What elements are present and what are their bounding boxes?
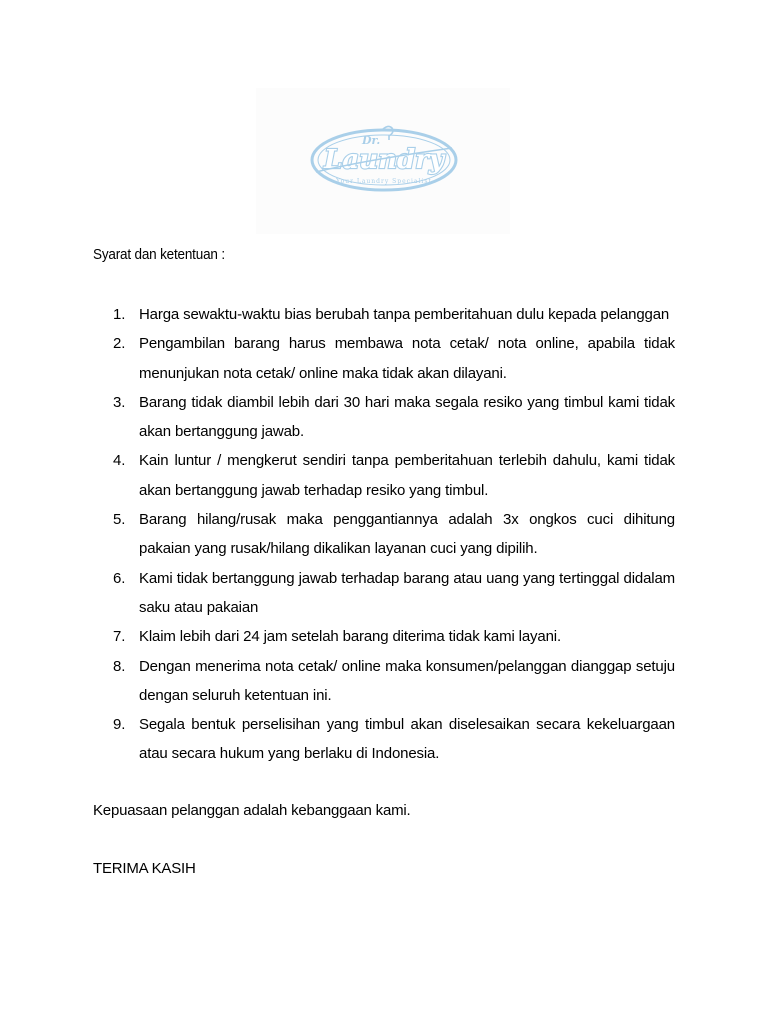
term-number: 6. (113, 569, 126, 587)
term-item-4 (93, 446, 675, 505)
term-text: Pengambilan barang harus membawa nota cetak/ nota online, apabila tidak menunjukan nota cetak/ online maka tidak akan dilayani. (139, 335, 675, 382)
term-item-5 (93, 505, 675, 564)
term-number: 2. (113, 335, 126, 353)
term-number: 7. (113, 628, 126, 646)
thank-you-text: TERIMA KASIH (93, 860, 196, 877)
term-text: Kami tidak bertanggung jawab terhadap barang atau uang yang tertinggal didalam saku atau pakaian (139, 569, 675, 616)
term-text: Segala bentuk perselisihan yang timbul akan diselesaikan secara kekeluargaan atau secara hukum yang berlaku di Indonesia. (139, 716, 675, 763)
term-number: 1. (113, 306, 126, 323)
term-text: Dengan menerima nota cetak/ online maka konsumen/pelanggan dianggap setuju dengan seluruh ketentuan ini. (139, 657, 675, 704)
term-number: 8. (113, 657, 126, 675)
logo-brand-main: Laundry (324, 145, 444, 175)
term-text: Barang hilang/rusak maka penggantiannya adalah 3x ongkos cuci dihitung pakaian yang rusak/hilang dikalikan layanan cuci yang dipilih. (139, 511, 675, 558)
term-text: Kain luntur / mengkerut sendiri tanpa pemberitahuan terlebih dahulu, kami tidak akan bertanggung jawab terhadap resiko yang timbul. (139, 452, 675, 499)
term-item-7 (93, 622, 675, 651)
term-item-2 (93, 329, 675, 388)
term-text: Harga sewaktu-waktu bias berubah tanpa pemberitahuan dulu kepada pelanggan (139, 306, 670, 323)
term-item-8 (93, 652, 675, 711)
term-text: Barang tidak diambil lebih dari 30 hari maka segala resiko yang timbul kami tidak akan bertanggung jawab. (139, 393, 675, 441)
terms-heading: Syarat dan ketentuan : (93, 246, 225, 263)
logo-brand-top: Dr. (362, 134, 381, 147)
term-number: 9. (113, 716, 126, 734)
laundry-logo (256, 88, 510, 234)
terms-list (93, 300, 675, 769)
closing-statement: Kepuasaan pelanggan adalah kebanggaan kami. (93, 802, 411, 819)
term-number: 5. (113, 511, 126, 529)
term-text: Klaim lebih dari 24 jam setelah barang diterima tidak kami layani. (139, 628, 561, 646)
logo-tagline: Your Laundry Specialist (336, 178, 432, 185)
term-item-9 (93, 710, 675, 769)
term-number: 3. (113, 393, 126, 411)
laundry-logo-icon (304, 122, 464, 202)
term-item-6 (93, 564, 675, 623)
term-number: 4. (113, 452, 126, 470)
term-item-3 (93, 388, 675, 447)
term-item-1 (93, 300, 675, 329)
